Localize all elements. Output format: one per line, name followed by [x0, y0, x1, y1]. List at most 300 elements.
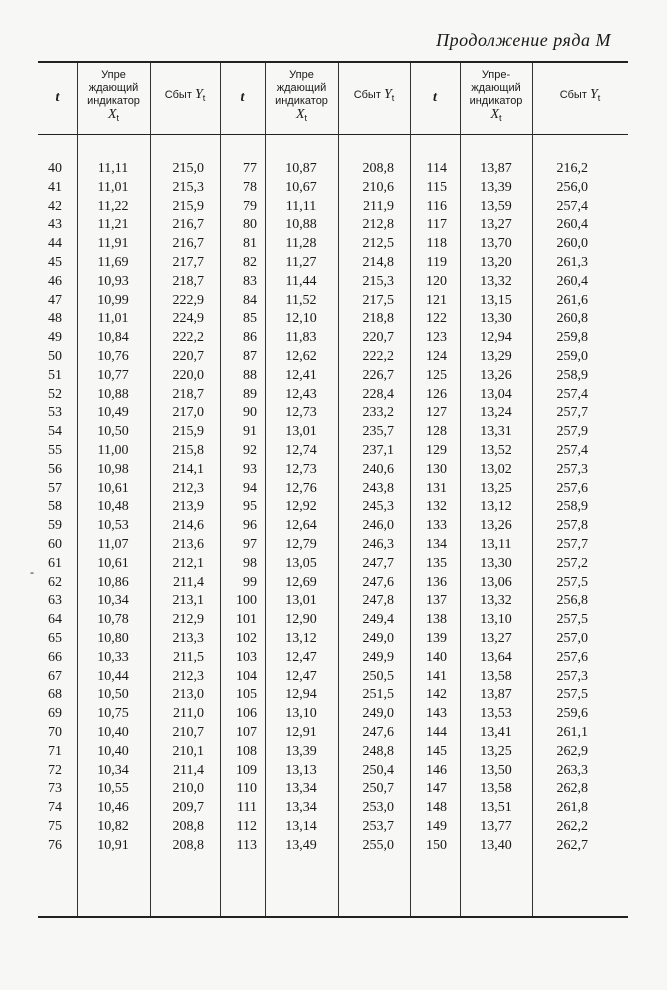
- cell-indicator: 12,62: [285, 349, 317, 364]
- cell-indicator: 13,12: [285, 631, 317, 646]
- cell-indicator: 13,39: [285, 743, 317, 759]
- cell-indicator: 12,73: [285, 405, 317, 421]
- cell-sales: 233,2: [362, 405, 394, 421]
- cell-sales: 260,4: [556, 273, 588, 289]
- cell-t: 111: [237, 800, 257, 816]
- cell-t: 69: [48, 706, 62, 722]
- cell-t: 92: [243, 443, 257, 458]
- cell-indicator: 13,87: [480, 687, 512, 703]
- cell-indicator: 11,00: [97, 443, 129, 458]
- cell-sales: 212,3: [172, 480, 204, 496]
- cell-sales: 246,0: [362, 518, 394, 534]
- cell-indicator: 12,74: [285, 443, 317, 458]
- cell-t: 142: [426, 687, 447, 703]
- cell-sales: 262,9: [556, 743, 588, 759]
- header-sales-3: Сбыт $Y_t$: [559, 87, 601, 104]
- cell-indicator: 10,78: [97, 612, 129, 628]
- cell-indicator: 11,11: [285, 198, 317, 214]
- cell-sales: 212,8: [362, 217, 394, 233]
- cell-indicator: 11,01: [97, 179, 129, 195]
- cell-indicator: 10,34: [97, 593, 129, 609]
- cell-indicator: 13,49: [285, 837, 317, 853]
- cell-indicator: 11,21: [97, 217, 129, 233]
- cell-sales: 253,0: [362, 800, 394, 816]
- cell-sales: 257,4: [556, 198, 588, 214]
- cell-indicator: 12,90: [285, 612, 317, 628]
- cell-indicator: 13,27: [480, 631, 512, 646]
- cell-sales: 257,9: [556, 424, 588, 440]
- header-t-3: t: [433, 89, 437, 105]
- cell-indicator: 10,98: [97, 461, 129, 477]
- cell-t: 61: [48, 555, 62, 571]
- page-title: Продолжение ряда M: [436, 30, 611, 50]
- cell-t: 45: [48, 255, 62, 270]
- cell-sales: 262,2: [556, 819, 588, 834]
- cell-sales: 211,5: [173, 649, 204, 665]
- cell-sales: 247,8: [362, 593, 394, 609]
- cell-indicator: 10,50: [97, 424, 129, 440]
- cell-t: 80: [243, 217, 257, 233]
- cell-sales: 216,7: [172, 217, 204, 233]
- cell-indicator: 13,30: [480, 555, 512, 571]
- cell-sales: 222,2: [362, 349, 394, 364]
- cell-indicator: 12,91: [285, 725, 317, 740]
- cell-sales: 256,8: [556, 593, 588, 609]
- cell-indicator: 12,92: [285, 499, 317, 515]
- cell-indicator: 10,46: [97, 800, 129, 816]
- cell-indicator: 13,01: [285, 593, 317, 609]
- cell-indicator: 10,88: [285, 217, 317, 233]
- cell-sales: 211,0: [173, 706, 204, 722]
- cell-sales: 210,0: [172, 781, 204, 797]
- cell-sales: 259,0: [556, 349, 588, 364]
- margin-mark: -: [30, 565, 34, 579]
- cell-indicator: 11,01: [97, 311, 129, 327]
- cell-t: 67: [48, 668, 62, 684]
- cell-t: 70: [48, 725, 62, 740]
- cell-sales: 212,5: [362, 236, 394, 252]
- cell-sales: 214,8: [362, 255, 394, 270]
- cell-indicator: 11,27: [285, 255, 317, 270]
- cell-sales: 256,0: [556, 179, 588, 195]
- cell-t: 114: [426, 161, 447, 176]
- cell-t: 58: [48, 499, 62, 515]
- cell-t: 109: [236, 762, 257, 778]
- cell-indicator: 13,39: [480, 179, 512, 195]
- cell-sales: 220,7: [362, 330, 394, 346]
- cell-t: 145: [426, 743, 447, 759]
- cell-indicator: 10,49: [97, 405, 129, 421]
- cell-indicator: 13,30: [480, 311, 512, 327]
- cell-sales: 215,3: [362, 273, 394, 289]
- cell-indicator: 13,58: [480, 668, 512, 684]
- cell-t: 64: [48, 612, 62, 628]
- cell-sales: 249,0: [362, 631, 394, 646]
- cell-t: 90: [243, 405, 257, 421]
- cell-t: 47: [48, 292, 62, 308]
- cell-sales: 208,8: [172, 819, 204, 834]
- cell-t: 44: [48, 236, 62, 252]
- cell-t: 140: [426, 649, 447, 665]
- cell-t: 132: [426, 499, 447, 515]
- cell-indicator: 13,26: [480, 367, 512, 383]
- cell-sales: 255,0: [362, 837, 394, 853]
- cell-t: 150: [426, 837, 447, 853]
- cell-indicator: 10,67: [285, 179, 317, 195]
- cell-t: 149: [426, 819, 447, 834]
- cell-sales: 222,9: [172, 292, 204, 308]
- cell-t: 93: [243, 461, 257, 477]
- cell-indicator: 11,83: [285, 330, 317, 346]
- cell-t: 59: [48, 518, 62, 534]
- cell-sales: 214,6: [172, 518, 204, 534]
- cell-indicator: 12,73: [285, 461, 317, 477]
- header-t-1: t: [55, 89, 60, 105]
- cell-indicator: 13,32: [480, 593, 512, 609]
- cell-indicator: 10,76: [97, 349, 129, 364]
- cell-sales: 257,3: [556, 668, 588, 684]
- cell-t: 123: [426, 330, 447, 346]
- cell-t: 121: [426, 292, 447, 308]
- cell-t: 74: [48, 800, 62, 816]
- cell-indicator: 13,34: [285, 781, 317, 797]
- cell-sales: 248,8: [362, 743, 394, 759]
- cell-indicator: 12,47: [285, 649, 317, 665]
- cell-t: 75: [48, 819, 62, 834]
- cell-sales: 257,6: [556, 480, 588, 496]
- cell-sales: 260,0: [556, 236, 588, 252]
- cell-sales: 260,8: [556, 311, 588, 327]
- cell-sales: 211,9: [363, 198, 394, 214]
- cell-sales: 249,9: [362, 649, 394, 665]
- cell-t: 79: [243, 198, 257, 214]
- cell-t: 57: [48, 480, 62, 496]
- cell-indicator: 10,40: [97, 743, 129, 759]
- cell-indicator: 12,76: [285, 480, 317, 496]
- cell-t: 103: [236, 649, 257, 665]
- cell-t: 91: [243, 424, 257, 440]
- cell-sales: 211,4: [173, 762, 204, 778]
- cell-sales: 257,4: [556, 386, 588, 402]
- cell-t: 56: [48, 461, 62, 477]
- cell-t: 72: [48, 762, 62, 778]
- cell-indicator: 11,91: [97, 236, 129, 252]
- cell-indicator: 10,34: [97, 762, 129, 778]
- cell-indicator: 10,44: [97, 668, 129, 684]
- cell-indicator: 13,06: [480, 574, 512, 590]
- cell-indicator: 13,14: [285, 819, 317, 834]
- cell-t: 63: [48, 593, 62, 609]
- cell-indicator: 13,13: [285, 762, 317, 778]
- cell-indicator: 13,53: [480, 706, 512, 722]
- cell-t: 101: [236, 612, 257, 628]
- cell-sales: 257,7: [556, 405, 588, 421]
- header-rule: [38, 134, 628, 135]
- cell-indicator: 13,02: [480, 461, 512, 477]
- cell-sales: 261,3: [556, 255, 588, 270]
- cell-indicator: 10,99: [97, 292, 129, 308]
- cell-indicator: 10,55: [97, 781, 129, 797]
- cell-t: 95: [243, 499, 257, 515]
- cell-sales: 213,0: [172, 687, 204, 703]
- cell-sales: 251,5: [362, 687, 394, 703]
- cell-sales: 213,3: [172, 631, 204, 646]
- cell-t: 144: [426, 725, 447, 740]
- cell-sales: 208,8: [172, 837, 204, 853]
- cell-t: 77: [243, 161, 257, 176]
- cell-sales: 257,3: [556, 461, 588, 477]
- cell-indicator: 10,33: [97, 649, 129, 665]
- cell-t: 130: [426, 461, 447, 477]
- cell-sales: 253,7: [362, 819, 394, 834]
- cell-indicator: 10,80: [97, 631, 129, 646]
- cell-t: 96: [243, 518, 257, 534]
- cell-t: 105: [236, 687, 257, 703]
- cell-t: 78: [243, 179, 257, 195]
- cell-t: 86: [243, 330, 257, 346]
- cell-sales: 257,0: [556, 631, 588, 646]
- cell-t: 53: [48, 405, 62, 421]
- cell-sales: 261,1: [556, 725, 588, 740]
- cell-t: 98: [243, 555, 257, 571]
- cell-indicator: 11,07: [97, 537, 129, 552]
- cell-sales: 226,7: [362, 367, 394, 383]
- cell-t: 46: [48, 273, 62, 289]
- cell-sales: 257,5: [556, 612, 588, 628]
- cell-t: 60: [48, 537, 62, 552]
- cell-sales: 215,9: [172, 424, 204, 440]
- cell-t: 141: [426, 668, 447, 684]
- cell-sales: 212,1: [172, 555, 204, 571]
- cell-t: 112: [236, 819, 257, 834]
- cell-t: 135: [426, 555, 447, 571]
- cell-t: 113: [236, 837, 257, 853]
- cell-indicator: 10,61: [97, 480, 129, 496]
- cell-t: 85: [243, 311, 257, 327]
- cell-indicator: 13,04: [480, 386, 512, 402]
- cell-indicator: 12,10: [285, 311, 317, 327]
- cell-indicator: 13,50: [480, 762, 512, 778]
- cell-indicator: 11,11: [97, 161, 129, 176]
- cell-t: 136: [426, 574, 447, 590]
- cell-sales: 257,4: [556, 443, 588, 458]
- cell-sales: 220,0: [172, 367, 204, 383]
- cell-sales: 259,8: [556, 330, 588, 346]
- cell-sales: 247,6: [362, 574, 394, 590]
- cell-indicator: 13,34: [285, 800, 317, 816]
- cell-t: 50: [48, 349, 62, 364]
- cell-sales: 217,0: [172, 405, 204, 421]
- cell-indicator: 13,01: [285, 424, 317, 440]
- cell-t: 71: [48, 743, 62, 759]
- cell-indicator: 12,64: [285, 518, 317, 534]
- cell-sales: 262,7: [556, 837, 588, 853]
- cell-indicator: 13,51: [480, 800, 512, 816]
- cell-t: 84: [243, 292, 257, 308]
- cell-t: 83: [243, 273, 257, 289]
- cell-sales: 217,7: [172, 255, 204, 270]
- cell-indicator: 13,32: [480, 273, 512, 289]
- cell-indicator: 10,77: [97, 367, 129, 383]
- cell-t: 139: [426, 631, 447, 646]
- cell-indicator: 13,11: [480, 537, 512, 552]
- cell-t: 104: [236, 668, 257, 684]
- cell-sales: 215,8: [172, 443, 204, 458]
- cell-t: 119: [426, 255, 447, 270]
- cell-sales: 215,0: [172, 161, 204, 176]
- cell-t: 129: [426, 443, 447, 458]
- cell-t: 115: [426, 179, 447, 195]
- cell-t: 40: [48, 161, 62, 176]
- cell-sales: 243,8: [362, 480, 394, 496]
- cell-sales: 249,4: [362, 612, 394, 628]
- cell-indicator: 13,05: [285, 555, 317, 571]
- column-divider: [460, 63, 461, 916]
- cell-indicator: 13,31: [480, 424, 512, 440]
- cell-sales: 250,7: [362, 781, 394, 797]
- cell-sales: 261,8: [556, 800, 588, 816]
- cell-t: 73: [48, 781, 62, 797]
- cell-sales: 237,1: [362, 443, 394, 458]
- cell-indicator: 13,10: [480, 612, 512, 628]
- cell-sales: 257,8: [556, 518, 588, 534]
- cell-t: 134: [426, 537, 447, 552]
- cell-t: 102: [236, 631, 257, 646]
- cell-indicator: 12,41: [285, 367, 317, 383]
- cell-sales: 260,4: [556, 217, 588, 233]
- cell-sales: 213,1: [172, 593, 204, 609]
- cell-t: 147: [426, 781, 447, 797]
- cell-t: 52: [48, 386, 62, 402]
- cell-sales: 213,6: [172, 537, 204, 552]
- cell-t: 106: [236, 706, 257, 722]
- cell-sales: 257,2: [556, 555, 588, 571]
- cell-indicator: 13,59: [480, 198, 512, 214]
- cell-indicator: 10,93: [97, 273, 129, 289]
- column-divider: [77, 63, 78, 916]
- cell-t: 87: [243, 349, 257, 364]
- cell-sales: 217,5: [362, 292, 394, 308]
- cell-t: 43: [48, 217, 62, 233]
- cell-indicator: 12,47: [285, 668, 317, 684]
- cell-indicator: 11,28: [285, 236, 317, 252]
- cell-indicator: 10,82: [97, 819, 129, 834]
- header-indicator-3: Упре- ждающий индикатор $X_t$: [469, 68, 523, 124]
- cell-sales: 214,1: [172, 461, 204, 477]
- cell-t: 124: [426, 349, 447, 364]
- cell-sales: 215,9: [172, 198, 204, 214]
- cell-sales: 220,7: [172, 349, 204, 364]
- cell-indicator: 11,22: [97, 198, 129, 214]
- cell-indicator: 10,75: [97, 706, 129, 722]
- cell-t: 110: [236, 781, 257, 797]
- cell-sales: 216,7: [172, 236, 204, 252]
- cell-t: 55: [48, 443, 62, 458]
- cell-indicator: 13,58: [480, 781, 512, 797]
- cell-sales: 246,3: [362, 537, 394, 552]
- cell-t: 118: [426, 236, 447, 252]
- cell-indicator: 10,50: [97, 687, 129, 703]
- cell-sales: 257,6: [556, 649, 588, 665]
- cell-sales: 261,6: [556, 292, 588, 308]
- cell-indicator: 12,94: [285, 687, 317, 703]
- cell-sales: 208,8: [362, 161, 394, 176]
- cell-t: 128: [426, 424, 447, 440]
- cell-t: 116: [426, 198, 447, 214]
- cell-indicator: 10,61: [97, 555, 129, 571]
- cell-sales: 263,3: [556, 762, 588, 778]
- cell-t: 137: [426, 593, 447, 609]
- cell-t: 82: [243, 255, 257, 270]
- cell-sales: 257,5: [556, 574, 588, 590]
- header-t-2: t: [240, 89, 245, 105]
- cell-indicator: 10,40: [97, 725, 129, 740]
- cell-t: 81: [243, 236, 257, 252]
- cell-indicator: 13,70: [480, 236, 512, 252]
- header-indicator-1: Упре ждающий индикатор $X_t$: [87, 68, 140, 124]
- cell-sales: 247,7: [362, 555, 394, 571]
- column-divider: [265, 63, 266, 916]
- cell-indicator: 13,77: [480, 819, 512, 834]
- cell-sales: 235,7: [362, 424, 394, 440]
- cell-t: 99: [243, 574, 257, 590]
- cell-indicator: 10,91: [97, 837, 129, 853]
- cell-t: 143: [426, 706, 447, 722]
- cell-indicator: 11,52: [285, 292, 317, 308]
- cell-t: 51: [48, 367, 62, 383]
- cell-t: 54: [48, 424, 62, 440]
- cell-t: 131: [426, 480, 447, 496]
- cell-t: 125: [426, 367, 447, 383]
- cell-indicator: 13,20: [480, 255, 512, 270]
- cell-indicator: 11,69: [97, 255, 129, 270]
- cell-indicator: 12,79: [285, 537, 317, 552]
- cell-sales: 257,5: [556, 687, 588, 703]
- cell-sales: 213,9: [172, 499, 204, 515]
- cell-indicator: 13,87: [480, 161, 512, 176]
- cell-sales: 259,6: [556, 706, 588, 722]
- cell-t: 107: [236, 725, 257, 740]
- cell-indicator: 10,84: [97, 330, 129, 346]
- cell-sales: 245,3: [362, 499, 394, 515]
- cell-t: 65: [48, 631, 62, 646]
- cell-sales: 249,0: [362, 706, 394, 722]
- cell-t: 100: [236, 593, 257, 609]
- cell-indicator: 12,69: [285, 574, 317, 590]
- cell-indicator: 13,25: [480, 480, 512, 496]
- cell-sales: 218,8: [362, 311, 394, 327]
- cell-sales: 210,7: [172, 725, 204, 740]
- cell-t: 48: [48, 311, 62, 327]
- cell-indicator: 13,10: [285, 706, 317, 722]
- cell-t: 66: [48, 649, 62, 665]
- cell-t: 97: [243, 537, 257, 552]
- cell-indicator: 12,43: [285, 386, 317, 402]
- cell-indicator: 11,44: [285, 273, 317, 289]
- cell-indicator: 13,12: [480, 499, 512, 515]
- cell-sales: 212,9: [172, 612, 204, 628]
- cell-t: 108: [236, 743, 257, 759]
- cell-sales: 218,7: [172, 273, 204, 289]
- cell-t: 89: [243, 386, 257, 402]
- cell-t: 94: [243, 480, 257, 496]
- cell-t: 68: [48, 687, 62, 703]
- cell-t: 62: [48, 574, 62, 590]
- cell-indicator: 13,40: [480, 837, 512, 853]
- cell-indicator: 13,25: [480, 743, 512, 759]
- bottom-rule: [38, 916, 628, 918]
- cell-indicator: 10,86: [97, 574, 129, 590]
